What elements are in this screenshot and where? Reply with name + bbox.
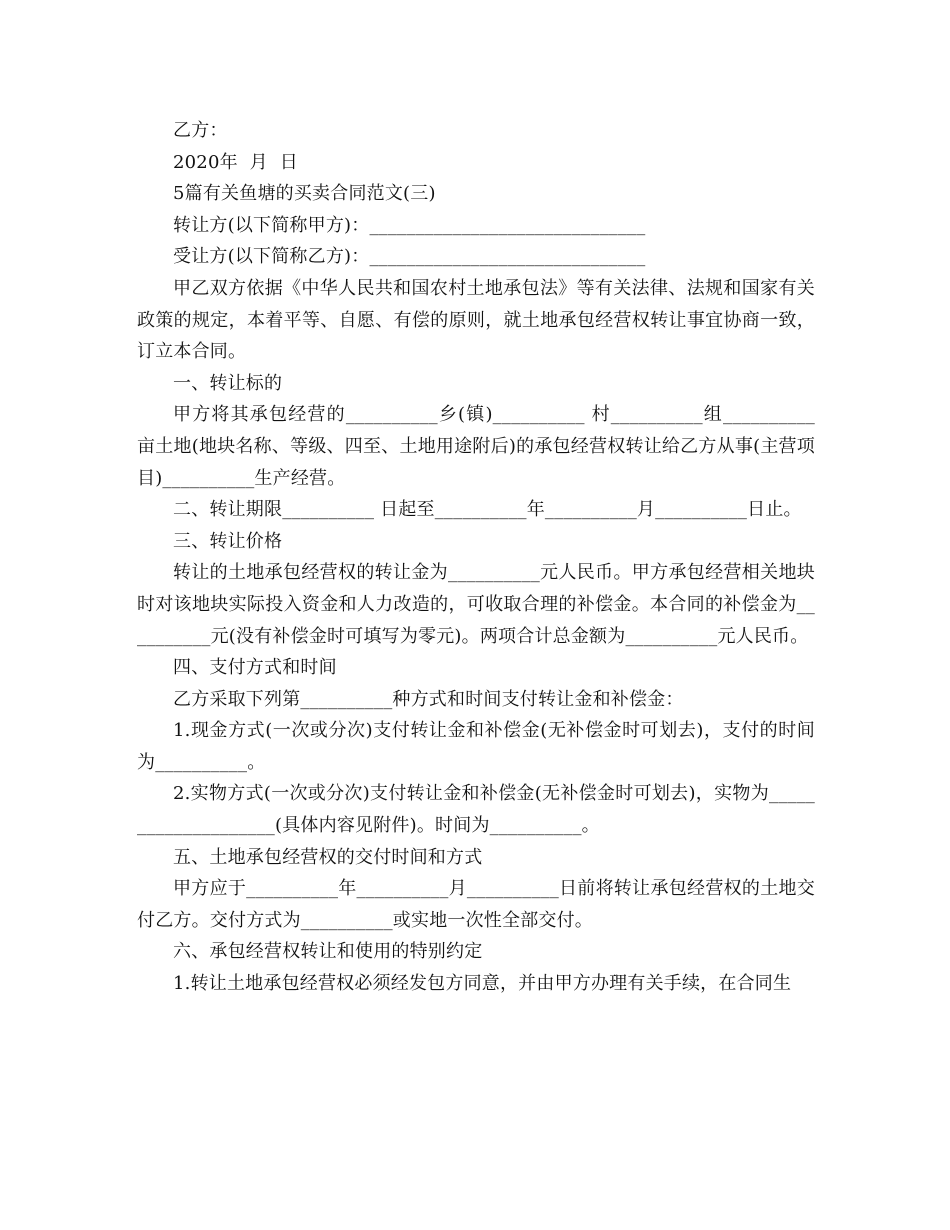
preamble-paragraph: 甲乙双方依据《中华人民共和国农村土地承包法》等有关法律、法规和国家有关政策的规定，本着平等、自愿、有偿的原则，就土地承包经营权转让事宜协商一致，订立本合同。: [137, 277, 815, 363]
section-heading: 5篇有关鱼塘的买卖合同范文(三): [173, 183, 436, 205]
transferor-line: 转让方(以下简称甲方)：______________________________: [173, 214, 646, 236]
clause-1-heading: 一、转让标的: [173, 372, 283, 394]
clause-5-body: 甲方应于__________年__________月__________日前将转让承包经营权的土地交付乙方。交付方式为__________或实地一次性全部交付。: [137, 878, 815, 931]
clause-2-body: 二、转让期限__________ 日起至__________年__________月__________日止。: [173, 499, 802, 521]
clause-4-heading: 四、支付方式和时间: [173, 657, 337, 679]
transferee-line: 受让方(以下简称乙方)：______________________________: [173, 246, 646, 268]
clause-5-heading: 五、土地承包经营权的交付时间和方式: [173, 846, 483, 868]
clause-6-heading: 六、承包经营权转让和使用的特别约定: [173, 941, 483, 963]
document-body: [137, 115, 815, 1000]
clause-4-item-1: 1.现金方式(一次或分次)支付转让金和补偿金(无补偿金时可划去)，支付的时间为__________。: [137, 720, 815, 773]
clause-4-body: 乙方采取下列第__________种方式和时间支付转让金和补偿金：: [173, 688, 684, 710]
clause-6-item-1: 1.转让土地承包经营权必须经发包方同意，并由甲方办理有关手续，在合同生: [173, 973, 792, 995]
party-b-signature-line: 乙方：: [173, 120, 228, 141]
clause-3-body: 转让的土地承包经营权的转让金为__________元人民币。甲方承包经营相关地块时对该地块实际投入资金和人力改造的，可收取合理的补偿金。本合同的补偿金为__________元(没有补偿金时可填写为零元)。两项合计总金额为__________元人民币。: [137, 562, 815, 647]
clause-1-body: 甲方将其承包经营的__________乡(镇)__________ 村__________组__________亩土地(地块名称、等级、四至、土地用途附后)的承包经营权转让给乙方从事(主营项目)__________生产经营。: [137, 404, 815, 489]
clause-3-heading: 三、转让价格: [173, 530, 283, 552]
clause-4-item-2: 2.实物方式(一次或分次)支付转让金和补偿金(无补偿金时可划去)，实物为____________________(具体内容见附件)。时间为__________。: [137, 783, 815, 837]
date-line: 2020年 月 日: [173, 151, 298, 173]
